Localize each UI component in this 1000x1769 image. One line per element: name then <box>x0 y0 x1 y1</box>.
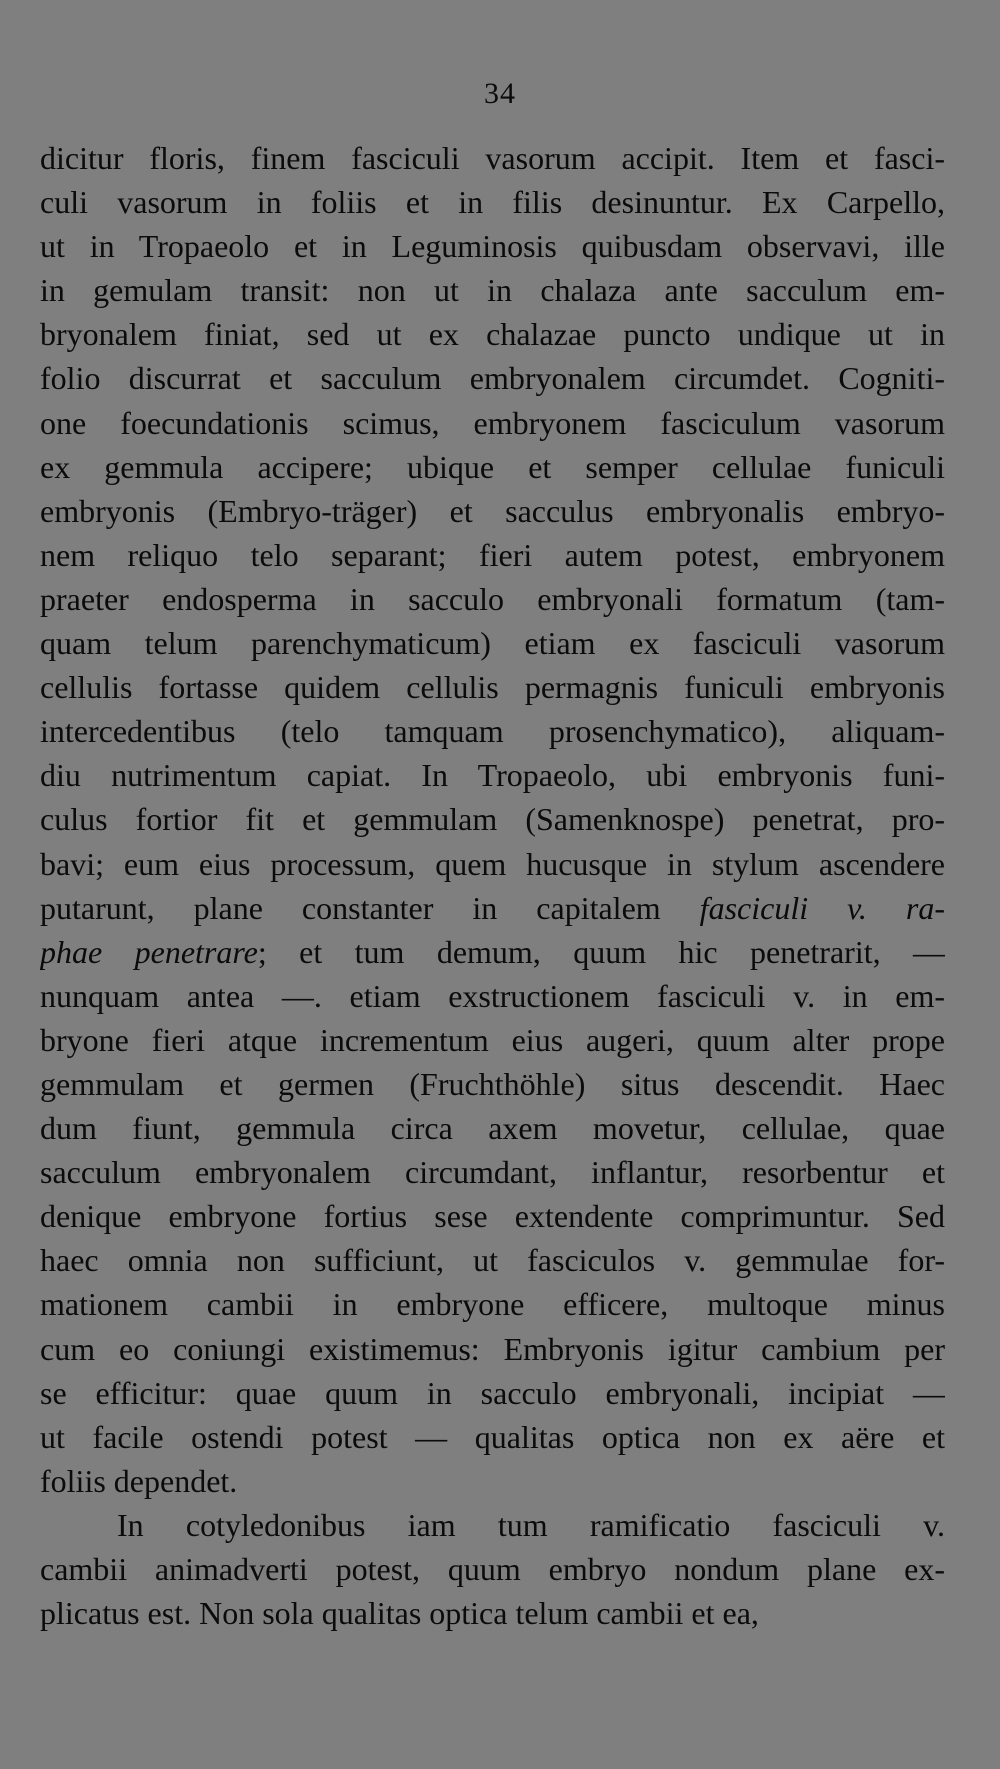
text-run: ; et tum demum, quum hic penetrarit, — <box>257 933 945 970</box>
body-text <box>40 136 945 1635</box>
text-line <box>40 621 945 665</box>
text-run: bavi; eum eius processum, quem hucusque in stylum ascendere <box>40 845 945 882</box>
text-run: quam telum parenchymaticum) etiam ex fasciculi vasorum <box>40 625 945 662</box>
text-run: culi vasorum in foliis et in filis desinuntur. Ex Carpello, <box>40 184 945 221</box>
text-line <box>40 1106 945 1150</box>
text-line <box>40 1459 945 1503</box>
text-run: sacculum embryonalem circumdant, inflantur, resorbentur et <box>40 1154 945 1191</box>
text-run: plicatus est. Non sola qualitas optica telum cambii et ea, <box>40 1595 759 1632</box>
text-run: ut in Tropaeolo et in Leguminosis quibusdam observavi, ille <box>40 228 945 265</box>
text-run: mationem cambii in embryone efficere, multoque minus <box>40 1286 945 1323</box>
text-line <box>40 1327 945 1371</box>
text-line <box>40 1150 945 1194</box>
text-line <box>40 445 945 489</box>
text-line <box>40 1018 945 1062</box>
text-run: ex gemmula accipere; ubique et semper cellulae funiculi <box>40 448 945 485</box>
text-line <box>40 1194 945 1238</box>
text-run: intercedentibus (telo tamquam prosenchymatico), aliquam- <box>40 713 945 750</box>
text-run: culus fortior fit et gemmulam (Samenknospe) penetrat, pro- <box>40 801 945 838</box>
text-run: ut facile ostendi potest — qualitas optica non ex aëre et <box>40 1418 945 1455</box>
text-line <box>40 1547 945 1591</box>
page-number: 34 <box>484 77 516 110</box>
text-line <box>40 1415 945 1459</box>
text-run: praeter endosperma in sacculo embryonali formatum (tam- <box>40 580 945 617</box>
text-run: haec omnia non sufficiunt, ut fasciculos v. gemmulae for- <box>40 1242 945 1279</box>
text-run: se efficitur: quae quum in sacculo embryonali, incipiat — <box>40 1374 945 1411</box>
text-line <box>40 1591 945 1635</box>
text-line <box>40 136 945 180</box>
text-line <box>40 268 945 312</box>
text-run: cambii animadverti potest, quum embryo nondum plane ex- <box>40 1551 945 1587</box>
text-line <box>40 753 945 797</box>
text-line <box>40 533 945 577</box>
text-line <box>40 401 945 445</box>
text-run: dum fiunt, gemmula circa axem movetur, cellulae, quae <box>40 1110 945 1147</box>
text-run: cellulis fortasse quidem cellulis permagnis funiculi embryonis <box>40 669 945 706</box>
text-line <box>40 312 945 356</box>
text-line <box>40 665 945 709</box>
text-line <box>40 1371 945 1415</box>
text-run: nunquam antea —. etiam exstructionem fasciculi v. in em- <box>40 977 945 1014</box>
text-line <box>40 974 945 1018</box>
text-line <box>40 797 945 841</box>
text-line <box>40 224 945 268</box>
text-line <box>40 356 945 400</box>
text-run: bryone fieri atque incrementum eius augeri, quum alter prope <box>40 1021 945 1058</box>
text-run: denique embryone fortius sese extendente comprimuntur. Sed <box>40 1198 945 1235</box>
text-run: bryonalem finiat, sed ut ex chalazae puncto undique ut in <box>40 316 945 353</box>
text-run: foliis dependet. <box>40 1462 238 1499</box>
text-run: embryonis (Embryo-träger) et sacculus embryonalis embryo- <box>40 492 945 529</box>
text-line <box>40 1503 945 1547</box>
text-line <box>40 180 945 224</box>
text-line <box>40 489 945 533</box>
text-run: putarunt, plane constanter in capitalem <box>40 889 700 926</box>
text-line <box>40 1282 945 1326</box>
text-run: nem reliquo telo separant; fieri autem potest, embryonem <box>40 536 945 573</box>
italic-text-run: fasciculi v. ra- <box>699 889 945 926</box>
text-line <box>40 577 945 621</box>
text-line <box>40 886 945 930</box>
text-line <box>40 930 945 974</box>
text-line <box>40 842 945 886</box>
text-line <box>40 1238 945 1282</box>
text-run: folio discurrat et sacculum embryonalem circumdet. Cogniti- <box>40 360 945 397</box>
text-run: in gemulam transit: non ut in chalaza ante sacculum em- <box>40 272 945 309</box>
text-run: one foecundationis scimus, embryonem fasciculum vasorum <box>40 404 945 441</box>
text-run: diu nutrimentum capiat. In Tropaeolo, ubi embryonis funi- <box>40 757 945 794</box>
text-run: cum eo coniungi existimemus: Embryonis igitur cambium per <box>40 1330 945 1367</box>
text-run: dicitur floris, finem fasciculi vasorum accipit. Item et fasci- <box>40 140 945 176</box>
text-line <box>40 709 945 753</box>
text-run: gemmulam et germen (Fruchthöhle) situs descendit. Haec <box>40 1065 945 1102</box>
text-run: In cotyledonibus iam tum ramificatio fasciculi v. <box>117 1506 945 1543</box>
italic-text-run: phae penetrare <box>40 933 258 970</box>
text-line <box>40 1062 945 1106</box>
